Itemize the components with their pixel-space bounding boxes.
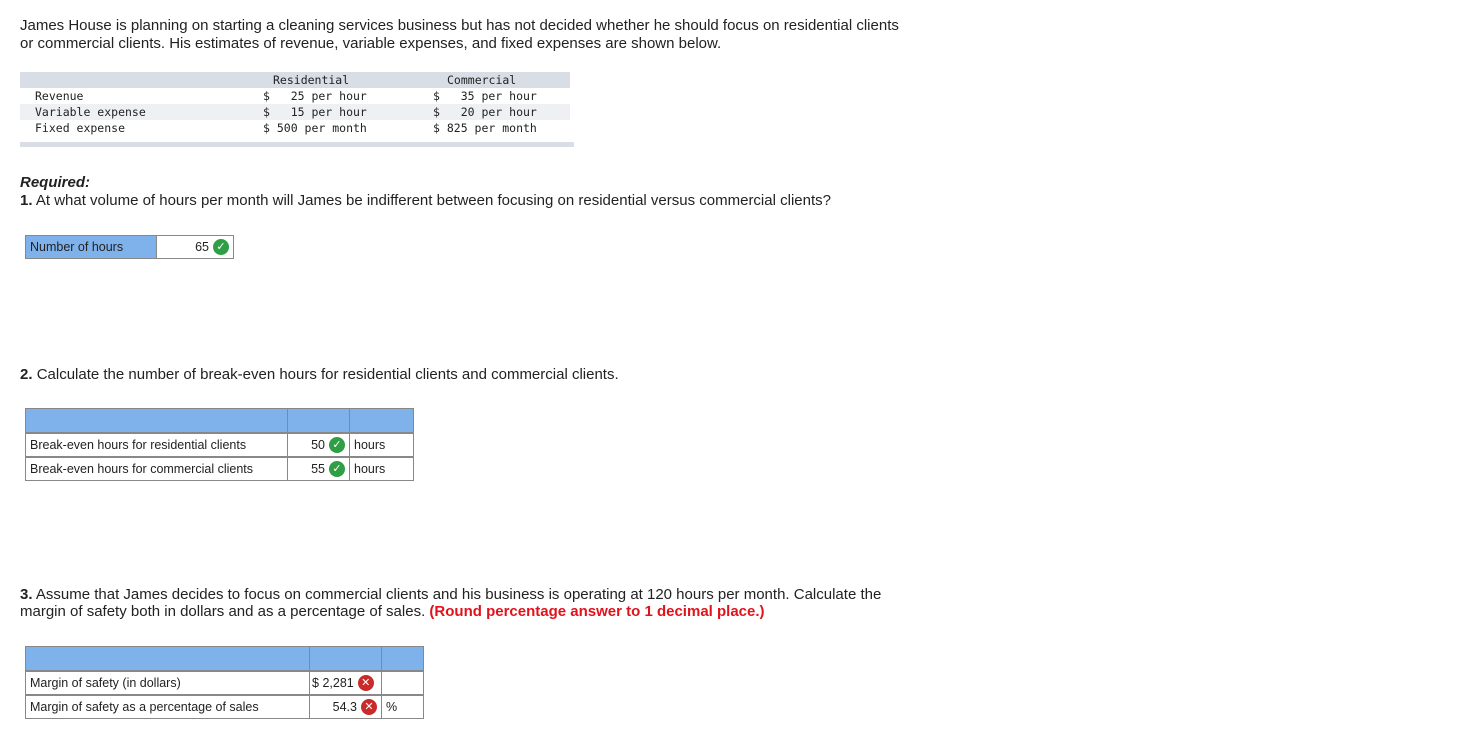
intro-line-2: or commercial clients. His estimates of revenue, variable expenses, and fixed expenses are shown below.	[20, 35, 722, 52]
q1-number: 1.	[20, 192, 33, 209]
q3-header-label	[25, 646, 310, 671]
q2-commercial-value: 55	[311, 462, 325, 476]
q2-prompt: Calculate the number of break-even hours for residential clients and commercial clients.	[36, 366, 619, 383]
q2-row-unit: hours	[349, 433, 414, 457]
q1-prompt: At what volume of hours per month will James be indifferent between focusing on residential versus commercial clients?	[35, 192, 831, 209]
x-circle-icon: ✕	[361, 699, 377, 715]
q3-percent-value: 54.3	[332, 700, 357, 714]
q1-answer-value: 65	[195, 240, 209, 254]
dollar-prefix: $	[312, 676, 319, 690]
q3-row-unit	[381, 671, 424, 695]
row-label-fixed: Fixed expense	[35, 121, 126, 135]
row-res-fixed: $ 500 per month	[263, 121, 367, 135]
estimates-table	[20, 72, 570, 148]
row-res-variable: $ 15 per hour	[263, 105, 367, 119]
row-com-variable: $ 20 per hour	[433, 105, 537, 119]
check-circle-icon: ✓	[213, 239, 229, 255]
q2-residential-input[interactable]	[287, 433, 350, 457]
row-com-fixed: $ 825 per month	[433, 121, 537, 135]
estimates-bottom-bar	[20, 142, 574, 147]
q1-text	[20, 192, 1220, 209]
check-circle-icon: ✓	[329, 461, 345, 477]
q2-number: 2.	[20, 366, 33, 383]
q3-text	[20, 586, 1220, 620]
q3-prompt-1: Assume that James decides to focus on commercial clients and his business is operating at 120 hours per month. Calculate the	[35, 586, 882, 603]
q2-commercial-input[interactable]	[287, 457, 350, 481]
q2-text	[20, 366, 1220, 383]
q3-dollars-value: 2,281	[322, 676, 354, 690]
q2-row-label: Break-even hours for commercial clients	[25, 457, 288, 481]
q1-answer-input[interactable]	[156, 235, 234, 259]
q3-header-value	[309, 646, 382, 671]
required-heading: Required:	[20, 174, 91, 191]
q1-label: Number of hours	[25, 235, 157, 259]
q3-rounding-note: (Round percentage answer to 1 decimal place.)	[429, 603, 765, 620]
q3-prompt-2: margin of safety both in dollars and as a percentage of sales.	[20, 603, 426, 620]
intro-line-1: James House is planning on starting a cleaning services business but has not decided whether he should focus on residential clients	[20, 17, 899, 34]
header-commercial: Commercial	[447, 73, 517, 87]
q2-header-label	[25, 408, 288, 433]
intro-text	[20, 17, 1020, 53]
q2-residential-value: 50	[311, 438, 325, 452]
q2-header-value	[287, 408, 350, 433]
q2-row-label: Break-even hours for residential clients	[25, 433, 288, 457]
q3-number: 3.	[20, 586, 33, 603]
q3-dollars-input[interactable]	[309, 671, 382, 695]
q2-row-unit: hours	[349, 457, 414, 481]
q3-percent-input[interactable]	[309, 695, 382, 719]
q2-header-unit	[349, 408, 414, 433]
q3-row-unit: %	[381, 695, 424, 719]
row-com-revenue: $ 35 per hour	[433, 89, 537, 103]
row-label-revenue: Revenue	[35, 89, 84, 103]
row-label-variable: Variable expense	[35, 105, 146, 119]
header-residential: Residential	[273, 73, 350, 87]
q3-row-label: Margin of safety as a percentage of sales	[25, 695, 310, 719]
q3-row-label: Margin of safety (in dollars)	[25, 671, 310, 695]
row-res-revenue: $ 25 per hour	[263, 89, 367, 103]
check-circle-icon: ✓	[329, 437, 345, 453]
q3-header-unit	[381, 646, 424, 671]
x-circle-icon: ✕	[358, 675, 374, 691]
